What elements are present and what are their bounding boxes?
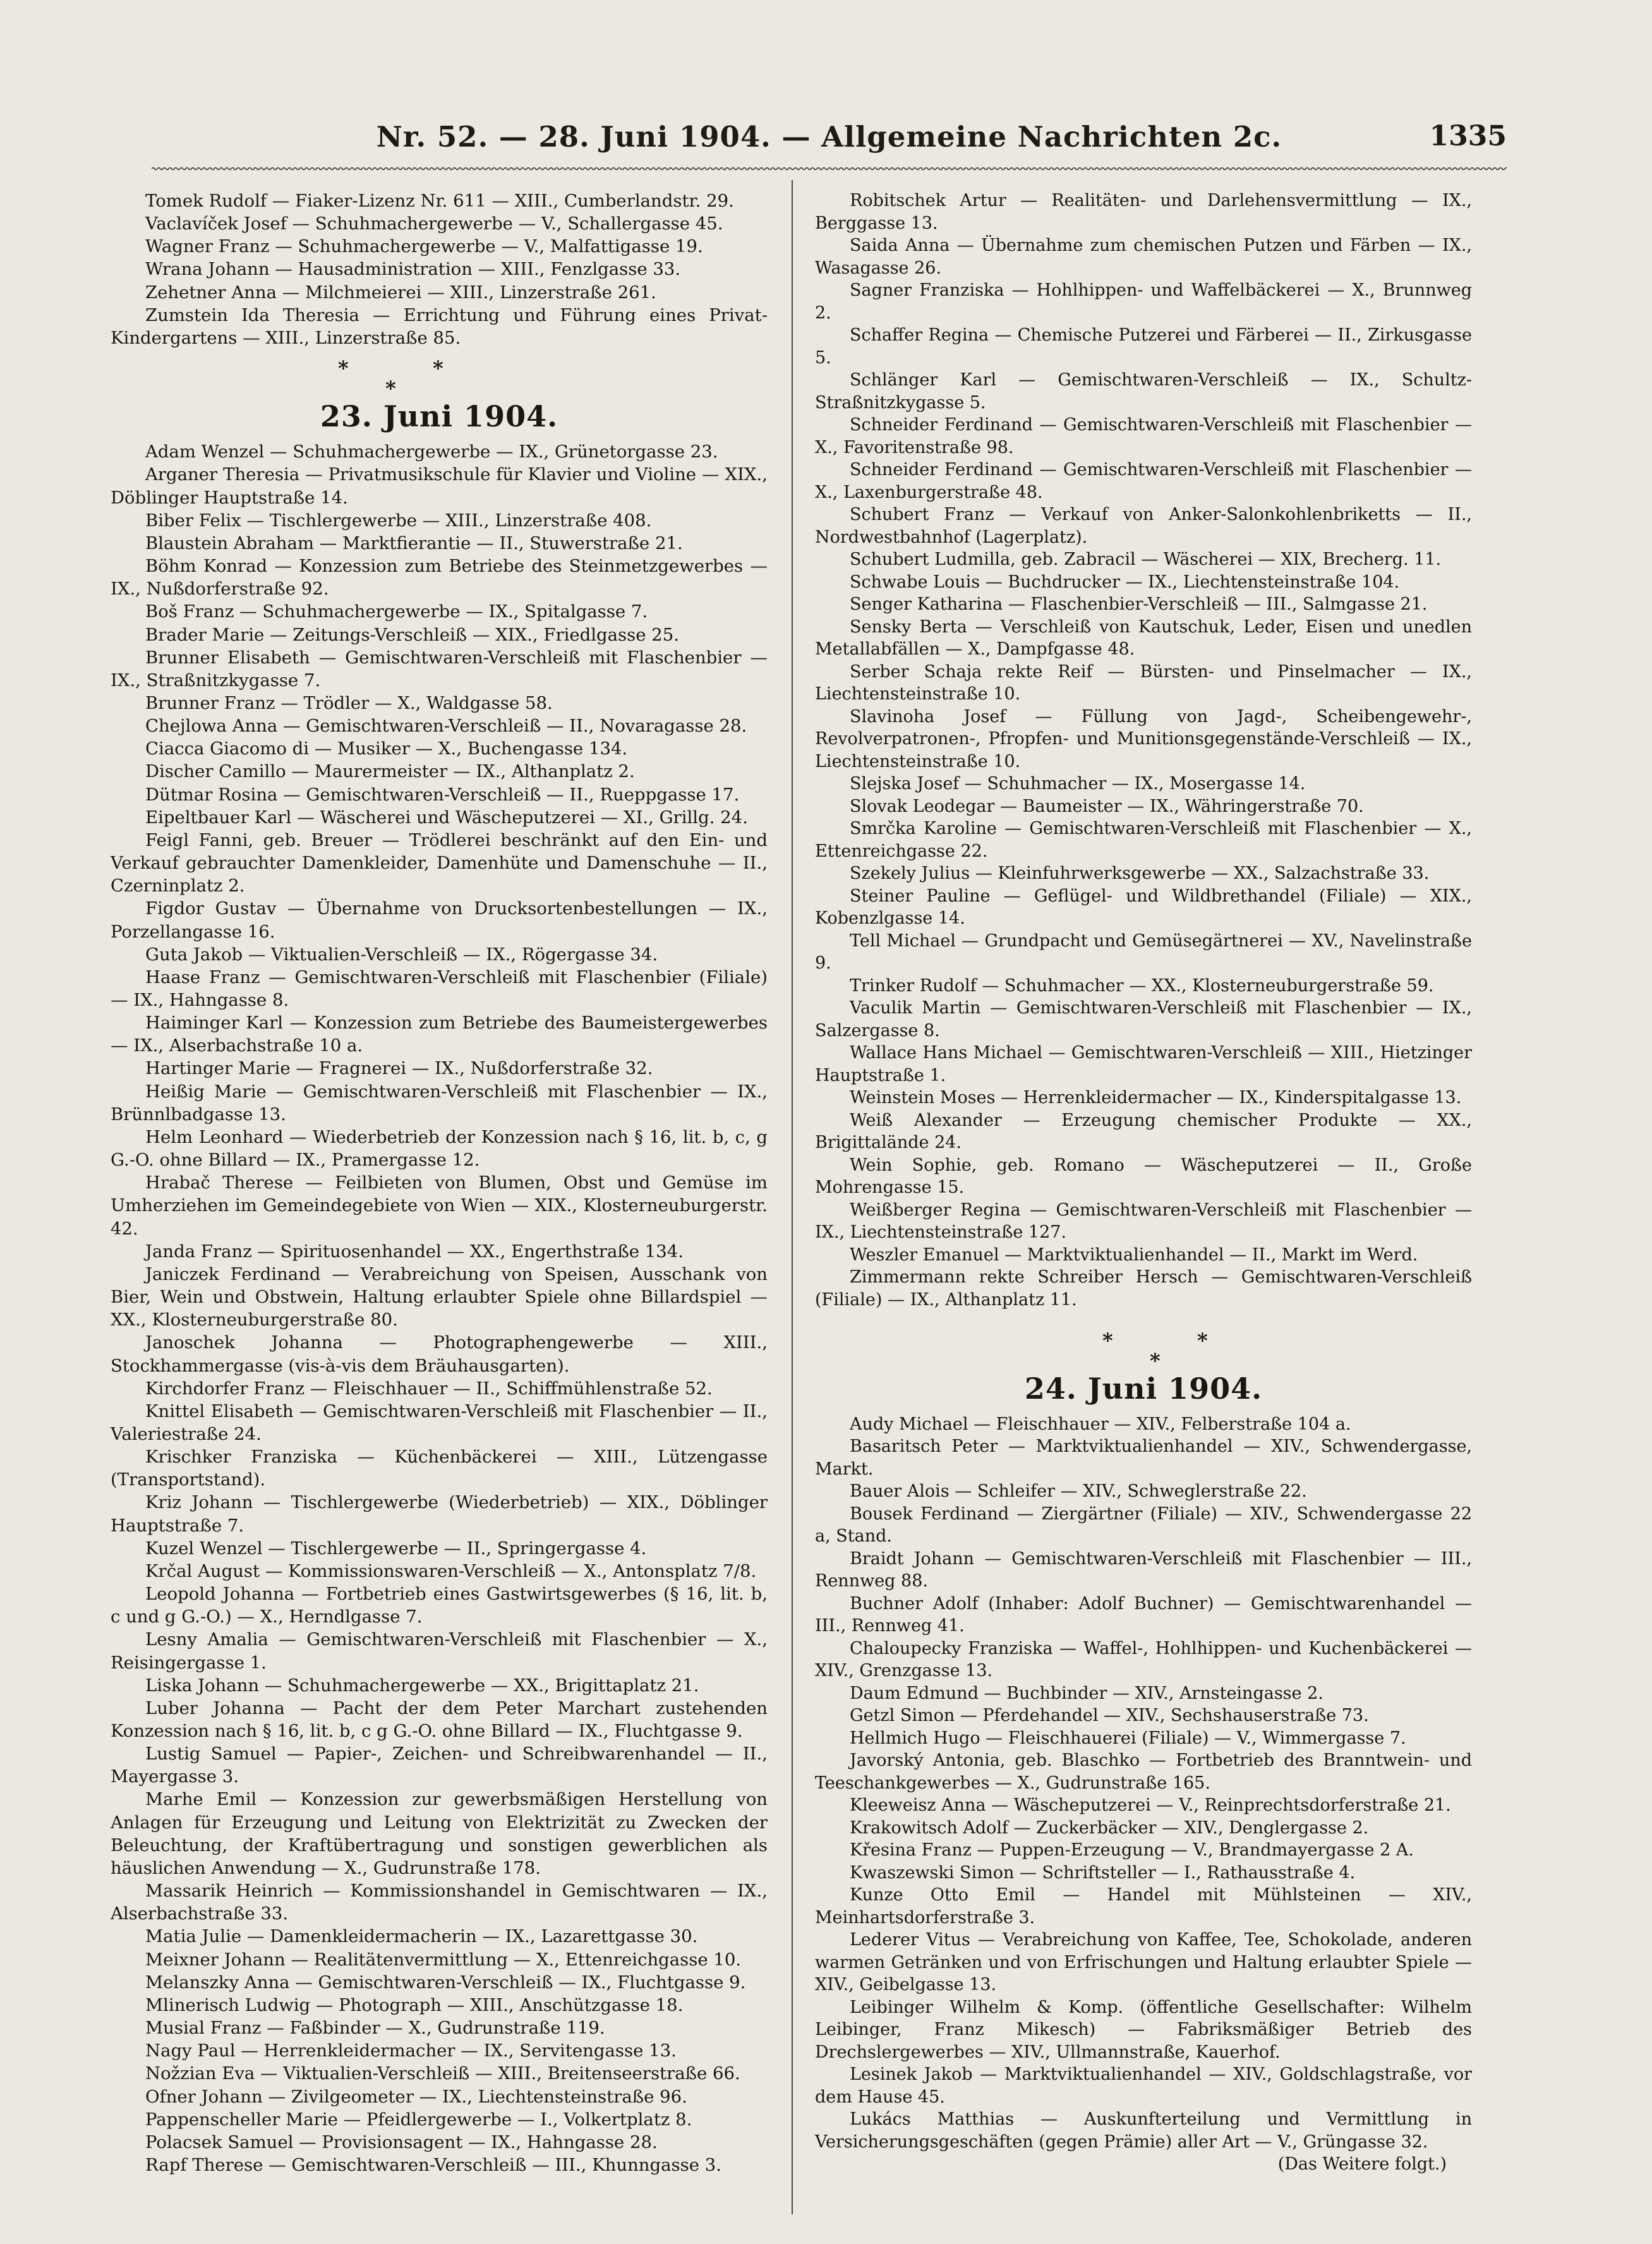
list-item: Arganer Theresia — Privatmusikschule für Klavier und Violine — XIX., Döblinger Hauptstraße 14. xyxy=(111,464,768,508)
list-item: Kunze Otto Emil — Handel mit Mühlsteinen — XIV., Meinhartsdorferstraße 3. xyxy=(815,1885,1472,1927)
left-top-entries xyxy=(111,190,768,349)
list-item: Slejska Josef — Schuhmacher — IX., Mosergasse 14. xyxy=(850,774,1306,793)
list-item: Schlänger Karl — Gemischtwaren-Verschleiß — IX., Schultz-Straßnitzkygasse 5. xyxy=(815,370,1472,413)
list-item: Lukács Matthias — Auskunfterteilung und Vermittlung in Versicherungsgeschäften (gegen Prämie) aller Art — V., Grüngasse 32. xyxy=(815,2109,1472,2152)
list-item: Wrana Johann — Hausadministration — XIII., Fenzlgasse 33. xyxy=(145,259,681,280)
list-item: Heißig Marie — Gemischtwaren-Verschleiß mit Flaschenbier — IX., Brünnlbadgasse 13. xyxy=(111,1081,768,1125)
list-item: Wagner Franz — Schuhmachergewerbe — V., Malfattigasse 19. xyxy=(145,236,703,257)
list-item: Bousek Ferdinand — Ziergärtner (Filiale) — XIV., Schwendergasse 22 a, Stand. xyxy=(815,1504,1472,1546)
list-item: Bauer Alois — Schleifer — XIV., Schweglerstraße 22. xyxy=(850,1481,1307,1501)
list-item: Schneider Ferdinand — Gemischtwaren-Verschleiß mit Flaschenbier — X., Laxenburgerstraße 48. xyxy=(815,460,1472,502)
right-entries xyxy=(815,1413,1472,2154)
star-right: * xyxy=(1197,1329,1208,1353)
list-item: Audy Michael — Fleischhauer — XIV., Felberstraße 104 a. xyxy=(850,1414,1351,1434)
list-item: Senger Katharina — Flaschenbier-Verschleiß — III., Salmgasse 21. xyxy=(850,594,1428,614)
list-item: Nagy Paul — Herrenkleidermacher — IX., Servitengasse 13. xyxy=(145,2041,677,2061)
list-item: Lesny Amalia — Gemischtwaren-Verschleiß mit Flaschenbier — X., Reisingergasse 1. xyxy=(111,1629,768,1673)
list-item: Schaffer Regina — Chemische Putzerei und Färberei — II., Zirkusgasse 5. xyxy=(815,325,1472,368)
header-wavy-rule xyxy=(152,166,1507,171)
list-item: Vaclavíček Josef — Schuhmachergewerbe — V., Schallergasse 45. xyxy=(145,214,723,234)
list-item: Vaculik Martin — Gemischtwaren-Verschleiß mit Flaschenbier — IX., Salzergasse 8. xyxy=(815,998,1472,1041)
list-item: Meixner Johann — Realitätenvermittlung — X., Ettenreichgasse 10. xyxy=(145,1949,742,1970)
list-item: Kuzel Wenzel — Tischlergewerbe — II., Springergasse 4. xyxy=(145,1538,647,1559)
list-item: Blaustein Abraham — Marktfierantie — II., Stuwerstraße 21. xyxy=(145,533,683,553)
list-item: Zimmermann rekte Schreiber Hersch — Gemischtwaren-Verschleiß (Filiale) — IX., Althanplatz 11. xyxy=(815,1267,1472,1310)
list-item: Saida Anna — Übernahme zum chemischen Putzen und Färben — IX., Wasagasse 26. xyxy=(815,236,1472,278)
list-item: Schwabe Louis — Buchdrucker — IX., Liechtensteinstraße 104. xyxy=(850,572,1400,592)
list-item: Zumstein Ida Theresia — Errichtung und Führung eines Privat-Kindergartens — XIII., Linzerstraße 85. xyxy=(111,305,768,348)
right-column xyxy=(815,190,1472,2176)
list-item: Chaloupecky Franziska — Waffel-, Hohlhippen- und Kuchenbäckerei — XIV., Grenzgasse 13. xyxy=(815,1638,1472,1680)
list-item: Lesinek Jakob — Marktviktualienhandel — XIV., Goldschlagstraße, vor dem Hause 45. xyxy=(815,2065,1472,2107)
list-item: Serber Schaja rekte Reif — Bürsten- und Pinselmacher — IX., Liechtensteinstraße 10. xyxy=(815,661,1472,704)
list-item: Weinstein Moses — Herrenkleidermacher — IX., Kinderspitalgasse 13. xyxy=(850,1088,1462,1107)
list-item: Hartinger Marie — Fragnerei — IX., Nußdorferstraße 32. xyxy=(145,1058,653,1079)
list-item: Guta Jakob — Viktualien-Verschleiß — IX., Rögergasse 34. xyxy=(145,944,658,965)
list-item: Haase Franz — Gemischtwaren-Verschleiß mit Flaschenbier (Filiale) — IX., Hahngasse 8. xyxy=(111,967,768,1010)
list-item: Dütmar Rosina — Gemischtwaren-Verschleiß — II., Rueppgasse 17. xyxy=(145,784,740,805)
list-item: Liska Johann — Schuhmachergewerbe — XX., Brigittaplatz 21. xyxy=(145,1675,699,1696)
list-item: Getzl Simon — Pferdehandel — XIV., Sechshauserstraße 73. xyxy=(850,1706,1369,1725)
list-item: Braidt Johann — Gemischtwaren-Verschleiß mit Flaschenbier — III., Rennweg 88. xyxy=(815,1548,1472,1591)
list-item: Knittel Elisabeth — Gemischtwaren-Verschleiß mit Flaschenbier — II., Valeriestraße 24. xyxy=(111,1401,768,1444)
list-item: Szekely Julius — Kleinfuhrwerksgewerbe — XX., Salzachstraße 33. xyxy=(850,864,1430,883)
date-heading-24-june: 24. Juni 1904. xyxy=(1024,1372,1263,1406)
list-item: Biber Felix — Tischlergewerbe — XIII., Linzerstraße 408. xyxy=(145,510,652,531)
list-item: Javorský Antonia, geb. Blaschko — Fortbetrieb des Branntwein- und Teeschankgewerbes — X., Gudrunstraße 165. xyxy=(815,1751,1472,1793)
list-item: Krakowitsch Adolf — Zuckerbäcker — XIV., Denglergasse 2. xyxy=(850,1818,1369,1838)
section-stars xyxy=(111,349,768,401)
list-item: Schubert Ludmilla, geb. Zabracil — Wäscherei — XIX, Brecherg. 11. xyxy=(850,550,1442,569)
list-item: Tomek Rudolf — Fiaker-Lizenz Nr. 611 — XIII., Cumberlandstr. 29. xyxy=(145,191,734,211)
list-item: Weszler Emanuel — Marktviktualienhandel — II., Markt im Werd. xyxy=(850,1245,1418,1265)
list-item: Schneider Ferdinand — Gemischtwaren-Verschleiß mit Flaschenbier — X., Favoritenstraße 98. xyxy=(815,415,1472,457)
right-top-entries xyxy=(815,190,1472,1311)
list-item: Schubert Franz — Verkauf von Anker-Salonkohlenbriketts — II., Nordwestbahnhof (Lagerplatz). xyxy=(815,505,1472,547)
list-item: Figdor Gustav — Übernahme von Drucksortenbestellungen — IX., Porzellangasse 16. xyxy=(111,898,768,942)
list-item: Nožzian Eva — Viktualien-Verschleiß — XIII., Breitenseerstraße 66. xyxy=(145,2063,740,2084)
list-item: Chejlowa Anna — Gemischtwaren-Verschleiß — II., Novaragasse 28. xyxy=(145,716,747,737)
list-item: Hrabač Therese — Feilbieten von Blumen, Obst und Gemüse im Umherziehen im Gemeindegebiete von Wien — XIX., Klosterneuburgerstr. 42. xyxy=(111,1173,768,1239)
list-item: Discher Camillo — Maurermeister — IX., Althanplatz 2. xyxy=(145,761,635,782)
list-item: Weißberger Regina — Gemischtwaren-Verschleiß mit Flaschenbier — IX., Liechtensteinstraße 127. xyxy=(815,1200,1472,1242)
list-item: Brunner Franz — Trödler — X., Waldgasse 58. xyxy=(145,692,553,713)
star-bottom: * xyxy=(385,377,396,401)
page-header xyxy=(152,101,1507,158)
star-bottom: * xyxy=(1150,1349,1161,1373)
date-heading-23-june: 23. Juni 1904. xyxy=(320,399,558,434)
section-stars xyxy=(815,1322,1472,1374)
list-item: Basaritsch Peter — Marktviktualienhandel — XIV., Schwendergasse, Markt. xyxy=(815,1437,1472,1479)
list-item: Tell Michael — Grundpacht und Gemüsegärtnerei — XV., Navelinstraße 9. xyxy=(815,931,1472,973)
list-item: Janda Franz — Spirituosenhandel — XX., Engerthstraße 134. xyxy=(145,1241,684,1262)
star-left: * xyxy=(338,356,349,381)
list-item: Křesina Franz — Puppen-Erzeugung — V., Brandmayergasse 2 A. xyxy=(850,1840,1414,1860)
list-item: Feigl Fanni, geb. Breuer — Trödlerei beschränkt auf den Ein- und Verkauf gebrauchter Damenkleider, Damenhüte und Damenschuhe — II., Czerninplatz 2. xyxy=(111,829,768,896)
list-item: Böhm Konrad — Konzession zum Betriebe des Steinmetzgewerbes — IX., Nußdorferstraße 92. xyxy=(111,556,768,600)
star-left: * xyxy=(1102,1329,1113,1353)
star-right: * xyxy=(433,356,443,381)
list-item: Luber Johanna — Pacht der dem Peter Marchart zustehenden Konzession nach § 16, lit. b, c g G.-O. ohne Billard — IX., Fluchtgasse 9. xyxy=(111,1698,768,1741)
list-item: Kriz Johann — Tischlergewerbe (Wiederbetrieb) — XIX., Döblinger Hauptstraße 7. xyxy=(111,1492,768,1536)
left-column xyxy=(111,190,768,2176)
list-item: Janoschek Johanna — Photographengewerbe — XIII., Stockhammergasse (vis-à-vis dem Bräuhausgarten). xyxy=(111,1332,768,1376)
list-item: Matia Julie — Damenkleidermacherin — IX., Lazarettgasse 30. xyxy=(145,1926,698,1947)
list-item: Haiminger Karl — Konzession zum Betriebe des Baumeistergewerbes — IX., Alserbachstraße 10 a. xyxy=(111,1013,768,1056)
page-number: 1335 xyxy=(1429,120,1507,152)
list-item: Hellmich Hugo — Fleischhauerei (Filiale) — V., Wimmergasse 7. xyxy=(850,1728,1406,1748)
list-item: Buchner Adolf (Inhaber: Adolf Buchner) — Gemischtwarenhandel — III., Rennweg 41. xyxy=(815,1593,1472,1636)
list-item: Krčal August — Kommissionswaren-Verschleiß — X., Antonsplatz 7/8. xyxy=(145,1560,757,1581)
list-item: Brunner Elisabeth — Gemischtwaren-Verschleiß mit Flaschenbier — IX., Straßnitzkygasse 7. xyxy=(111,647,768,691)
list-item: Melanszky Anna — Gemischtwaren-Verschleiß — IX., Fluchtgasse 9. xyxy=(145,1972,746,1993)
list-item: Krischker Franziska — Küchenbäckerei — XIII., Lützengasse (Transportstand). xyxy=(111,1447,768,1490)
list-item: Ofner Johann — Zivilgeometer — IX., Liechtensteinstraße 96. xyxy=(145,2086,687,2107)
list-item: Mlinerisch Ludwig — Photograph — XIII., Anschützgasse 18. xyxy=(145,1994,684,2015)
page-title: Nr. 52. — 28. Juni 1904. — Allgemeine Nachrichten 2c. xyxy=(376,120,1282,154)
list-item: Zehetner Anna — Milchmeierei — XIII., Linzerstraße 261. xyxy=(145,282,656,303)
list-item: Kleeweisz Anna — Wäscheputzerei — V., Reinprechtsdorferstraße 21. xyxy=(850,1795,1451,1815)
list-item: Kirchdorfer Franz — Fleischhauer — II., Schiffmühlenstraße 52. xyxy=(145,1378,713,1399)
list-item: Wallace Hans Michael — Gemischtwaren-Verschleiß — XIII., Hietzinger Hauptstraße 1. xyxy=(815,1043,1472,1085)
list-item: Brader Marie — Zeitungs-Verschleiß — XIX., Friedlgasse 25. xyxy=(145,624,680,645)
list-item: Robitschek Artur — Realitäten- und Darlehensvermittlung — IX., Berggasse 13. xyxy=(815,191,1472,233)
list-item: Lederer Vitus — Verabreichung von Kaffee, Tee, Schokolade, anderen warmen Getränken und von Erfrischungen und Haltung erlaubter Spiele — XIV., Geibelgasse 13. xyxy=(815,1930,1472,1994)
list-item: Sensky Berta — Verschleiß von Kautschuk, Leder, Eisen und unedlen Metallabfällen — X., Dampfgasse 48. xyxy=(815,617,1472,659)
left-entries xyxy=(111,440,768,2176)
list-item: Slovak Leodegar — Baumeister — IX., Währingerstraße 70. xyxy=(850,796,1364,816)
column-divider xyxy=(792,180,793,2214)
list-item: Wein Sophie, geb. Romano — Wäscheputzerei — II., Große Mohrengasse 15. xyxy=(815,1155,1472,1197)
list-item: Steiner Pauline — Geflügel- und Wildbrethandel (Filiale) — XIX., Kobenzlgasse 14. xyxy=(815,886,1472,928)
list-item: Slavinoha Josef — Füllung von Jagd-, Scheibengewehr-, Revolverpatronen-, Pfropfen- und Munitionsgegenstände-Verschleiß — IX., Liechtensteinstraße 10. xyxy=(815,706,1472,771)
list-item: Leopold Johanna — Fortbetrieb eines Gastwirtsgewerbes (§ 16, lit. b, c und g G.-O.) — X., Herndlgasse 7. xyxy=(111,1584,768,1627)
list-item: Rapf Therese — Gemischtwaren-Verschleiß — III., Khunngasse 3. xyxy=(145,2154,721,2175)
list-item: Polacsek Samuel — Provisionsagent — IX., Hahngasse 28. xyxy=(145,2132,658,2152)
list-item: Daum Edmund — Buchbinder — XIV., Arnsteingasse 2. xyxy=(850,1683,1323,1703)
list-item: Pappenscheller Marie — Pfeidlergewerbe — I., Volkertplatz 8. xyxy=(145,2109,692,2130)
list-item: Eipeltbauer Karl — Wäscherei und Wäscheputzerei — XI., Grillg. 24. xyxy=(145,807,748,828)
list-item: Trinker Rudolf — Schuhmacher — XX., Klosterneuburgerstraße 59. xyxy=(850,975,1434,996)
list-item: Smrčka Karoline — Gemischtwaren-Verschleiß mit Flaschenbier — X., Ettenreichgasse 22. xyxy=(815,819,1472,861)
list-item: Helm Leonhard — Wiederbetrieb der Konzession nach § 16, lit. b, c, g G.-O. ohne Billard — IX., Pramergasse 12. xyxy=(111,1126,768,1171)
list-item: Lustig Samuel — Papier-, Zeichen- und Schreibwarenhandel — II., Mayergasse 3. xyxy=(111,1744,768,1787)
list-item: Marhe Emil — Konzession zur gewerbsmäßigen Herstellung von Anlagen für Erzeugung und Leitung von Elektrizität zu Zwecken der Beleuchtung, der Kraftübertragung und sonstigen gewerblichen als häuslichen Anwendung — X., Gudrunstraße 178. xyxy=(111,1789,768,1878)
list-item: Weiß Alexander — Erzeugung chemischer Produkte — XX., Brigittalände 24. xyxy=(815,1110,1472,1152)
list-item: Kwaszewski Simon — Schriftsteller — I., Rathausstraße 4. xyxy=(850,1862,1356,1883)
list-item: Musial Franz — Faßbinder — X., Gudrunstraße 119. xyxy=(145,2018,605,2039)
list-item: Ciacca Giacomo di — Musiker — X., Buchengasse 134. xyxy=(145,739,628,759)
list-item: Massarik Heinrich — Kommissionshandel in Gemischtwaren — IX., Alserbachstraße 33. xyxy=(111,1881,768,1924)
list-item: Sagner Franziska — Hohlhippen- und Waffelbäckerei — X., Brunnweg 2. xyxy=(815,280,1472,323)
list-item: Boš Franz — Schuhmachergewerbe — IX., Spitalgasse 7. xyxy=(145,601,648,622)
list-item: Adam Wenzel — Schuhmachergewerbe — IX., Grünetorgasse 23. xyxy=(145,442,718,462)
list-item: Leibinger Wilhelm & Komp. (öffentliche Gesellschafter: Wilhelm Leibinger, Franz Mikesch) — Fabriksmäßiger Betrieb des Drechslergewerbes — XIV., Ullmannstraße, Kauerhof. xyxy=(815,1997,1472,2062)
continued-note: (Das Weitere folgt.) xyxy=(1277,2154,1447,2174)
list-item: Janiczek Ferdinand — Verabreichung von Speisen, Ausschank von Bier, Wein und Obstwein, Haltung erlaubter Spiele ohne Billardspiel — XX., Klosterneuburgerstraße 80. xyxy=(111,1264,768,1330)
